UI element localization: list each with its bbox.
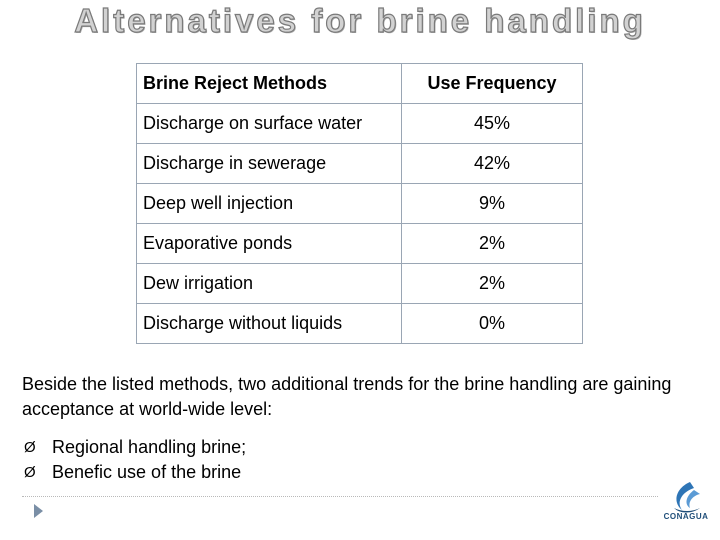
conagua-logo-text: CONAGUA <box>663 512 709 521</box>
method-cell: Discharge in sewerage <box>137 144 402 184</box>
table-header-row <box>137 64 583 104</box>
method-cell: Discharge on surface water <box>137 104 402 144</box>
column-header-method: Brine Reject Methods <box>137 64 402 104</box>
arrow-bullet-icon: Ø <box>24 439 36 456</box>
method-cell: Discharge without liquids <box>137 304 402 344</box>
list-item-text: Regional handling brine; <box>52 437 247 457</box>
next-slide-arrow-icon[interactable] <box>34 504 43 518</box>
footer-divider <box>22 496 658 497</box>
table-row <box>137 224 583 264</box>
frequency-cell: 2% <box>402 264 583 304</box>
frequency-cell: 42% <box>402 144 583 184</box>
arrow-bullet-icon: Ø <box>24 464 36 481</box>
frequency-cell: 2% <box>402 224 583 264</box>
method-cell: Deep well injection <box>137 184 402 224</box>
frequency-cell: 45% <box>402 104 583 144</box>
table-row <box>137 184 583 224</box>
description-paragraph: Beside the listed methods, two additional trends for the brine handling are gaining acceptance at world-wide level: <box>22 374 672 419</box>
page-title: Alternatives for brine handling <box>74 2 646 39</box>
brine-methods-table <box>136 63 583 344</box>
table-row <box>137 264 583 304</box>
frequency-cell: 0% <box>402 304 583 344</box>
table-row <box>137 144 583 184</box>
conagua-logo-icon <box>660 478 712 530</box>
method-cell: Dew irrigation <box>137 264 402 304</box>
list-item-text: Benefic use of the brine <box>52 462 242 482</box>
frequency-cell: 9% <box>402 184 583 224</box>
table-row <box>137 104 583 144</box>
list-item <box>24 435 246 460</box>
table-row <box>137 304 583 344</box>
column-header-frequency: Use Frequency <box>402 64 583 104</box>
list-item <box>24 460 246 485</box>
trends-list <box>24 435 246 485</box>
method-cell: Evaporative ponds <box>137 224 402 264</box>
